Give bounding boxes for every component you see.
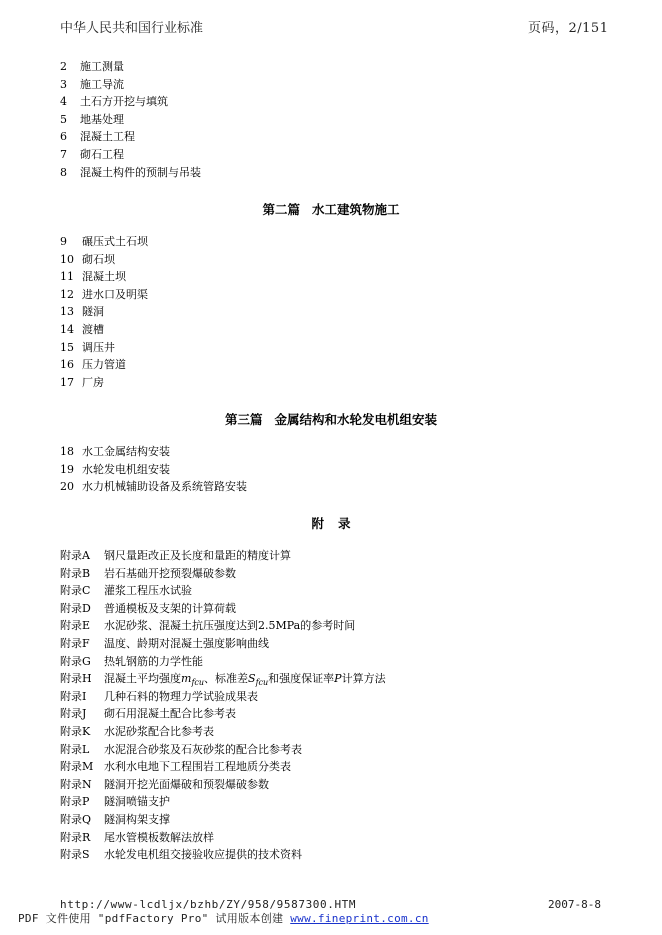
part2-list bbox=[60, 233, 148, 391]
appendix-item[interactable]: 附录P 隧洞喷锚支护 bbox=[60, 795, 170, 809]
part2-heading: 第二篇 水工建筑物施工 bbox=[262, 202, 400, 217]
appendix-heading: 附录 bbox=[311, 516, 365, 531]
part3-list bbox=[60, 443, 247, 496]
appendix-item[interactable]: 附录E 水泥砂浆、混凝土抗压强度达到2.5MPa的参考时间 bbox=[60, 619, 356, 633]
toc-item[interactable]: 9 碾压式土石坝 bbox=[60, 235, 148, 248]
appendix-item[interactable]: 附录F 温度、龄期对混凝土强度影响曲线 bbox=[60, 636, 269, 650]
fineprint-link[interactable]: www.fineprint.com.cn bbox=[290, 912, 429, 925]
toc-item[interactable]: 18 水工金属结构安装 bbox=[60, 445, 170, 458]
page-number: 页码，2/151 bbox=[528, 21, 609, 36]
document-header-title: 中华人民共和国行业标准 bbox=[60, 21, 204, 36]
part3-heading: 第三篇 金属结构和水轮发电机组安装 bbox=[224, 412, 438, 427]
symbol-m: m bbox=[181, 672, 192, 686]
toc-item[interactable]: 12 进水口及明渠 bbox=[60, 287, 148, 301]
toc-item[interactable]: 17 厂房 bbox=[60, 375, 104, 389]
toc-item[interactable]: 2 施工测量 bbox=[60, 60, 124, 73]
subscript-fcu: fcu bbox=[255, 678, 269, 688]
toc-item[interactable]: 6 混凝土工程 bbox=[60, 130, 135, 144]
toc-item[interactable]: 11 混凝土坝 bbox=[60, 270, 126, 284]
toc-item[interactable]: 20 水力机械辅助设备及系统管路安装 bbox=[60, 480, 247, 494]
appendix-item[interactable]: 附录G 热轧钢筋的力学性能 bbox=[60, 654, 203, 668]
pdf-notice bbox=[18, 910, 429, 926]
toc-item[interactable]: 13 隧洞 bbox=[60, 305, 104, 319]
appendix-item[interactable]: 附录J 砌石用混凝土配合比参考表 bbox=[60, 707, 236, 721]
appendix-item[interactable]: 附录Q 隧洞构架支撑 bbox=[60, 812, 170, 826]
appendix-list bbox=[60, 547, 386, 864]
toc-item[interactable]: 4 土石方开挖与填筑 bbox=[60, 95, 168, 109]
appendix-item[interactable]: 附录R 尾水管模板数解法放样 bbox=[60, 830, 214, 844]
appendix-item[interactable]: 附录L 水泥混合砂浆及石灰砂浆的配合比参考表 bbox=[60, 742, 302, 756]
symbol-p: P bbox=[334, 672, 342, 686]
appendix-item[interactable]: 附录K 水泥砂浆配合比参考表 bbox=[60, 724, 214, 738]
toc-item[interactable]: 10 砌石坝 bbox=[60, 252, 115, 266]
appendix-item[interactable]: 附录A 钢尺量距改正及长度和量距的精度计算 bbox=[60, 549, 291, 562]
appendix-item[interactable]: 附录S 水轮发电机组交接验收应提供的技术资料 bbox=[60, 848, 302, 862]
toc-item[interactable]: 5 地基处理 bbox=[60, 112, 124, 126]
toc-item[interactable]: 7 砌石工程 bbox=[60, 147, 124, 161]
toc-item[interactable]: 8 混凝土构件的预制与吊装 bbox=[60, 165, 201, 179]
pdf-notice-text: PDF 文件使用 "pdfFactory Pro" 试用版本创建 bbox=[18, 912, 284, 925]
toc-item[interactable]: 14 渡槽 bbox=[60, 322, 104, 336]
appendix-item[interactable]: 附录C 灌浆工程压水试验 bbox=[60, 584, 192, 598]
symbol-s: S bbox=[248, 672, 256, 686]
toc-item[interactable]: 3 施工导流 bbox=[60, 77, 124, 91]
toc-item[interactable]: 15 调压井 bbox=[60, 340, 115, 354]
appendix-item[interactable]: 附录D 普通模板及支架的计算荷载 bbox=[60, 601, 236, 615]
appendix-item[interactable]: 附录N 隧洞开挖光面爆破和预裂爆破参数 bbox=[60, 777, 269, 791]
appendix-item[interactable]: 附录B 岩石基础开挖预裂爆破参数 bbox=[60, 566, 236, 580]
part1-list bbox=[60, 58, 201, 181]
appendix-item[interactable]: 附录H 混凝土平均强度$m_{fcu}$、标准差$S_{fcu}$和强度保证率P计算方法 bbox=[60, 672, 386, 688]
print-date: 2007-8-8 bbox=[548, 898, 601, 911]
source-url: http://www-lcdljx/bzhb/ZY/958/9587300.HTM bbox=[60, 898, 357, 911]
subscript-fcu: fcu bbox=[191, 678, 205, 688]
appendix-item[interactable]: 附录M 水利水电地下工程围岩工程地质分类表 bbox=[60, 760, 291, 774]
toc-item[interactable]: 16 压力管道 bbox=[60, 358, 126, 372]
appendix-item[interactable]: 附录I 几种石料的物理力学试验成果表 bbox=[60, 689, 258, 703]
toc-item[interactable]: 19 水轮发电机组安装 bbox=[60, 462, 170, 476]
